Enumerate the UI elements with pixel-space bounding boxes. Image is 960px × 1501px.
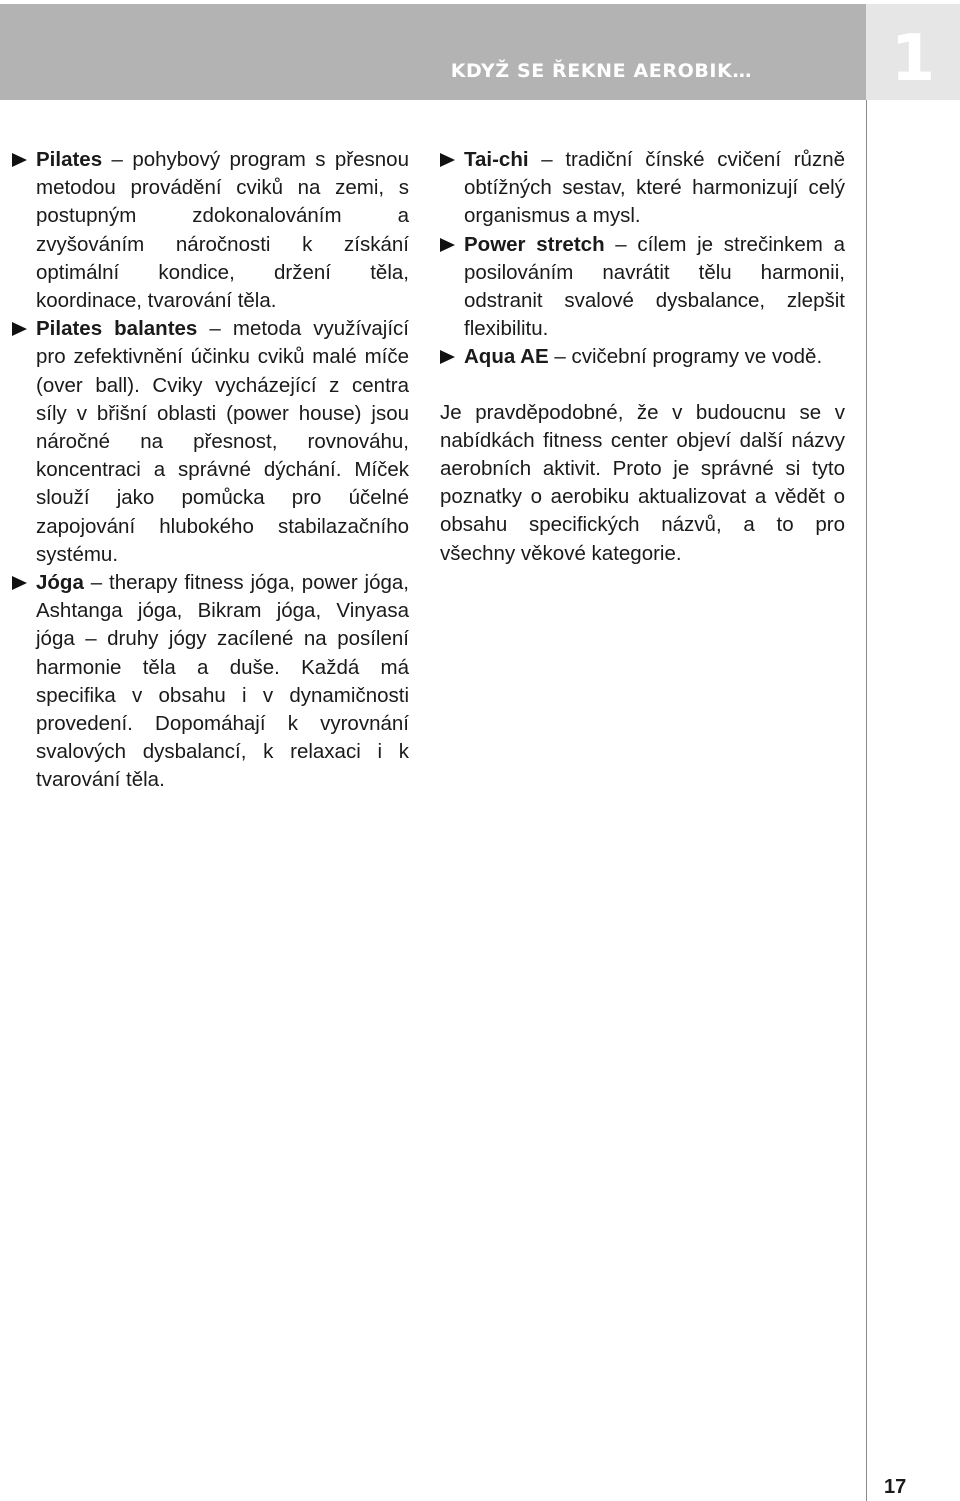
item-text: – therapy fitness jóga, power jóga, Ashtanga jóga, Bikram jóga, Vinyasa jóga – druhy jógy zacílené na posílení harmonie těla a duše. Každá má specifika v obsahu i v dynamičnosti provedení. Dopomáhají k vyrovnání svalových dysbalancí, k relaxaci i k tvarování těla. bbox=[36, 571, 409, 792]
list-item bbox=[440, 343, 845, 371]
item-text: – tradiční čínské cvičení různě obtížných sestav, které harmonizují celý organismus a mysl. bbox=[464, 148, 845, 228]
arrow-bullet-icon bbox=[12, 576, 27, 590]
list-item bbox=[12, 569, 409, 795]
page-number: 17 bbox=[884, 1476, 907, 1498]
chapter-number: 1 bbox=[890, 22, 936, 96]
right-column bbox=[440, 146, 845, 588]
item-term: Pilates bbox=[36, 148, 103, 171]
list-item bbox=[440, 146, 845, 231]
running-header-title: KDYŽ SE ŘEKNE AEROBIK… bbox=[450, 60, 752, 82]
header-band bbox=[0, 4, 866, 100]
list-item bbox=[440, 231, 845, 344]
item-term: Aqua AE bbox=[464, 345, 549, 369]
list-item bbox=[12, 315, 409, 569]
item-text: – cílem je strečinkem a posilováním navrátit tělu harmonii, odstranit svalové dysbalance, zlepšit flexibilitu. bbox=[464, 232, 845, 341]
chapter-tab bbox=[866, 4, 960, 100]
item-text: – cvičební programy ve vodě. bbox=[548, 345, 823, 369]
item-term: Tai-chi bbox=[464, 148, 529, 171]
arrow-bullet-icon bbox=[440, 238, 455, 252]
item-term: Pilates balantes bbox=[36, 317, 198, 341]
arrow-bullet-icon bbox=[12, 153, 27, 167]
item-term: Jóga bbox=[36, 571, 84, 595]
list-item bbox=[12, 146, 409, 315]
arrow-bullet-icon bbox=[12, 322, 27, 336]
arrow-bullet-icon bbox=[440, 350, 455, 364]
item-text: – metoda využívající pro zefektivnění účinku cviků malé míče (over ball). Cviky vycházející z centra síly v břišní oblasti (power house) jsou náročné na přesnost, rovnováhu, koncentraci a správné dýchání. Míček slouží jako pomůcka pro účelné zapojování hlubokého stabilazačního systému. bbox=[36, 317, 410, 566]
arrow-bullet-icon bbox=[440, 153, 455, 167]
side-rule bbox=[866, 100, 867, 1501]
item-term: Power stretch bbox=[464, 232, 605, 256]
closing-paragraph: Je pravděpodobné, že v budoucnu se v nabídkách fitness center objeví další názvy aerobních aktivit. Proto je správné si tyto poznatky o aerobiku aktualizovat a vědět o obsahu specifických názvů, a to pro všechny věkové kategorie. bbox=[440, 400, 845, 565]
left-column bbox=[12, 146, 409, 795]
item-text: – pohybový program s přesnou metodou provádění cviků na zemi, s postupným zdokonalováním a zvyšováním náročnosti k získání optimální kondice, držení těla, koordinace, tvarování těla. bbox=[36, 148, 409, 313]
